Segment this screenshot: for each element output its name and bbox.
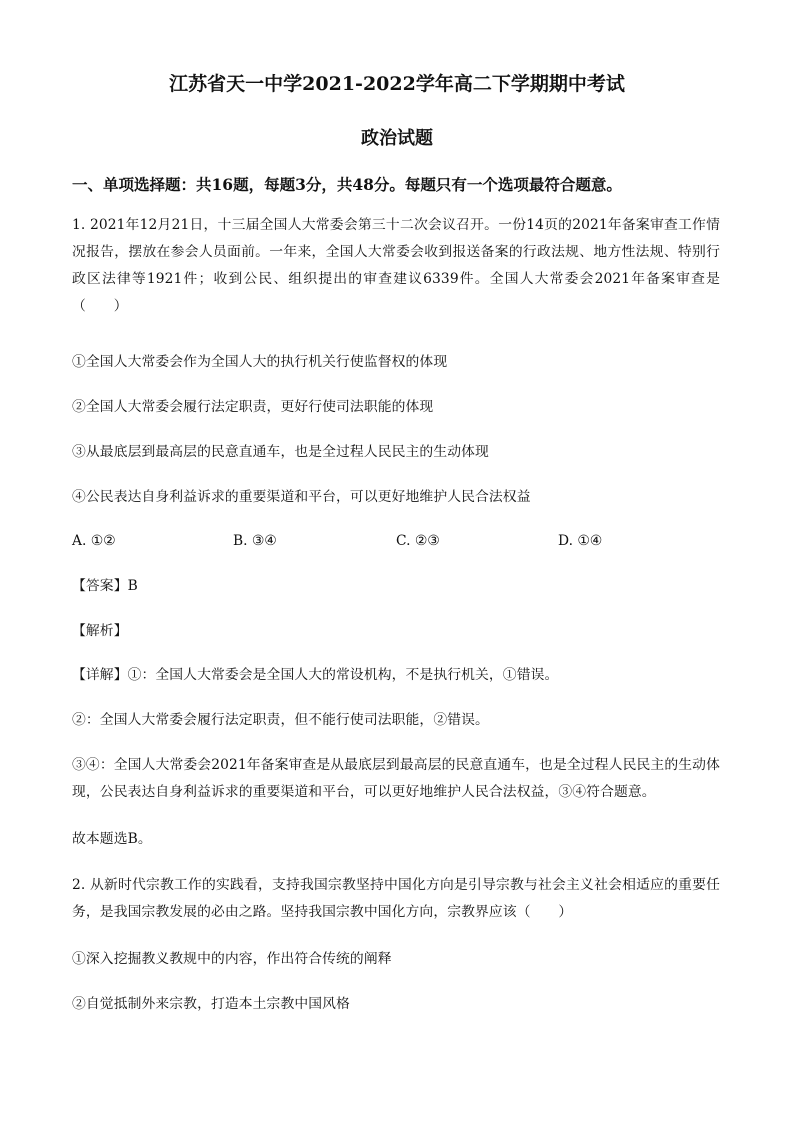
question-2-statement-1: ①深入挖掘教义教规中的内容，作出符合传统的阐释 (72, 951, 392, 967)
question-1-detail-2: ②：全国人大常委会履行法定职责，但不能行使司法职能，②错误。 (72, 712, 489, 728)
question-1-conclusion: 故本题选B。 (72, 831, 152, 847)
option-a: A. ①② (72, 533, 116, 549)
question-2-statement-2: ②自觉抵制外来宗教，打造本土宗教中国风格 (72, 996, 350, 1012)
exam-subtitle: 政治试题 (361, 128, 433, 149)
question-1-statement-1: ①全国人大常委会作为全国人大的执行机关行使监督权的体现 (72, 354, 448, 370)
option-d: D. ①④ (558, 533, 603, 549)
question-1-answer: 【答案】B (72, 578, 138, 594)
question-1-options (72, 530, 720, 552)
question-1-statement-3: ③从最底层到最高层的民意直通车，也是全过程人民民主的生动体现 (72, 444, 489, 460)
question-2-stem: 2. 从新时代宗教工作的实践看，支持我国宗教坚持中国化方向是引导宗教与社会主义社会相适应的重要任务，是我国宗教发展的必由之路。坚持我国宗教中国化方向，宗教界应该（ ） (72, 877, 720, 920)
question-1-stem: 1. 2021年12月21日，十三届全国人大常委会第三十二次会议召开。一份14页的2021年备案审查工作情况报告，摆放在参会人员面前。一年来，全国人大常委会收到报送备案的行政法规、地方性法规、特别行政区法律等1921件；收到公民、组织提出的审查建议6339件。全国人大常委会2021年备案审查是（ ） (72, 217, 720, 314)
option-c: C. ②③ (396, 533, 440, 549)
question-1-analysis-label: 【解析】 (72, 623, 128, 639)
section-heading: 一、单项选择题：共16题，每题3分，共48分。每题只有一个选项最符合题意。 (72, 175, 622, 194)
question-1-statement-4: ④公民表达自身利益诉求的重要渠道和平台，可以更好地维护人民合法权益 (72, 489, 531, 505)
exam-title: 江苏省天一中学2021-2022学年高二下学期期中考试 (169, 73, 625, 95)
question-1-detail-3: ③④：全国人大常委会2021年备案审查是从最底层到最高层的民意直通车，也是全过程人民民主的生动体现，公民表达自身利益诉求的重要渠道和平台，可以更好地维护人民合法权益，③④符合题意。 (72, 757, 720, 800)
option-b: B. ③④ (233, 533, 277, 549)
question-1-statement-2: ②全国人大常委会履行法定职责，更好行使司法职能的体现 (72, 399, 434, 415)
question-1-detail-1: 【详解】①：全国人大常委会是全国人大的常设机构，不是执行机关，①错误。 (72, 667, 559, 683)
